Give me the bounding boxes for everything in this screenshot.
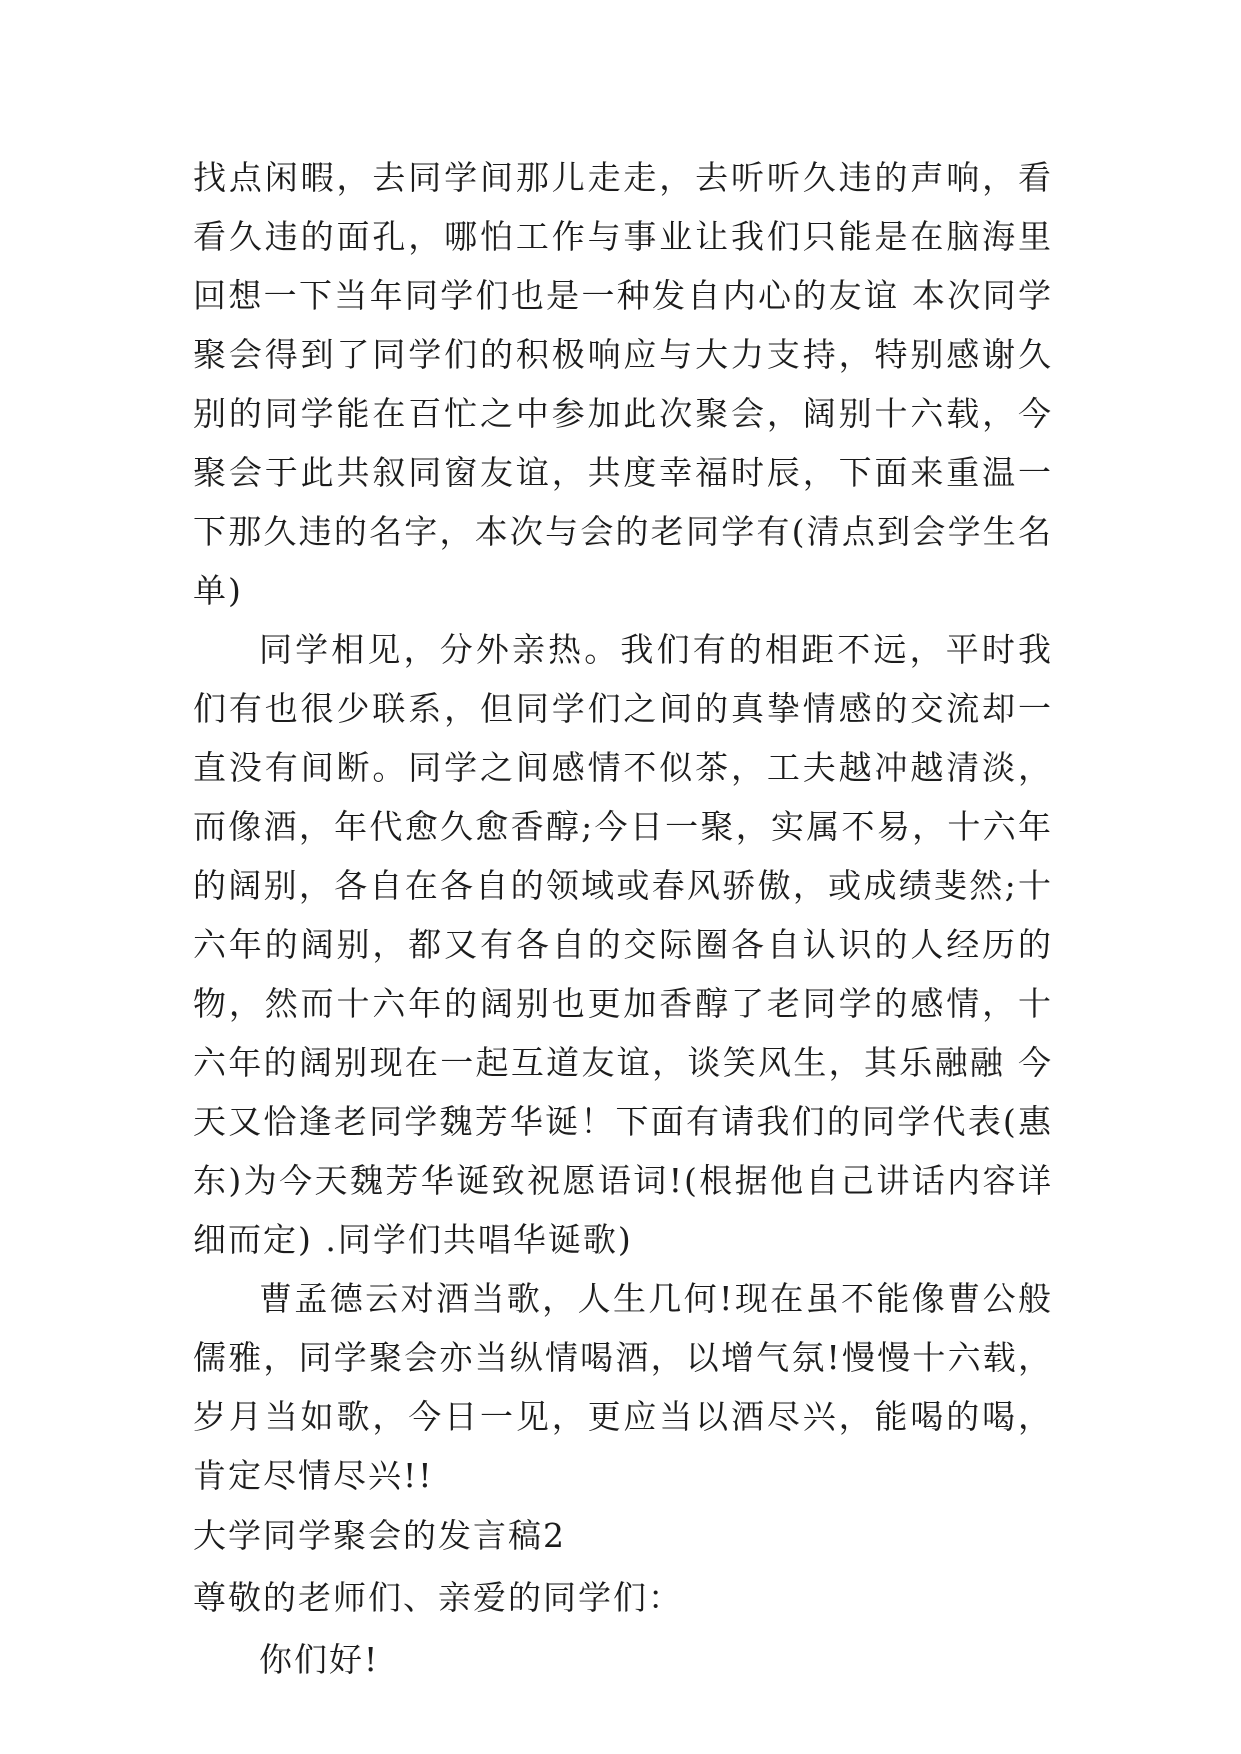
salutation: 尊敬的老师们、亲爱的同学们： bbox=[193, 1578, 683, 1617]
paragraph-3: 曹孟德云对酒当歌，人生几何!现在虽不能像曹公般儒雅，同学聚会亦当纵情喝酒，以增气氛!慢慢十六载，岁月当如歌，今日一见，更应当以酒尽兴，能喝的喝，肯定尽情尽兴!! bbox=[193, 1279, 1053, 1495]
greeting: 你们好! bbox=[259, 1640, 380, 1679]
paragraph-1: 找点闲暇，去同学间那儿走走，去听听久违的声响，看看久违的面孔，哪怕工作与事业让我们只能是在脑海里回想一下当年同学们也是一种发自内心的友谊 本次同学聚会得到了同学们的积极响应与大力支持，特别感谢久别的同学能在百忙之中参加此次聚会，阔别十六载，今聚会于此共叙同窗友谊，共度幸福时辰，下面来重温一下那久违的名字，本次与会的老同学有(清点到会学生名单) bbox=[193, 158, 1053, 610]
section-title: 大学同学聚会的发言稿2 bbox=[193, 1516, 566, 1555]
paragraph-2: 同学相见，分外亲热。我们有的相距不远，平时我们有也很少联系，但同学们之间的真挚情感的交流却一直没有间断。同学之间感情不似茶，工夫越冲越清淡，而像酒，年代愈久愈香醇;今日一聚，实属不易，十六年的阔别，各自在各自的领域或春风骄傲，或成绩斐然;十六年的阔别，都又有各自的交际圈各自认识的人经历的物，然而十六年的阔别也更加香醇了老同学的感情，十六年的阔别现在一起互道友谊，谈笑风生，其乐融融 今天又恰逢老同学魏芳华诞！下面有请我们的同学代表(惠东)为今天魏芳华诞致祝愿语词!(根据他自己讲话内容详细而定) .同学们共唱华诞歌) bbox=[193, 630, 1053, 1259]
document-body bbox=[193, 148, 1053, 1691]
